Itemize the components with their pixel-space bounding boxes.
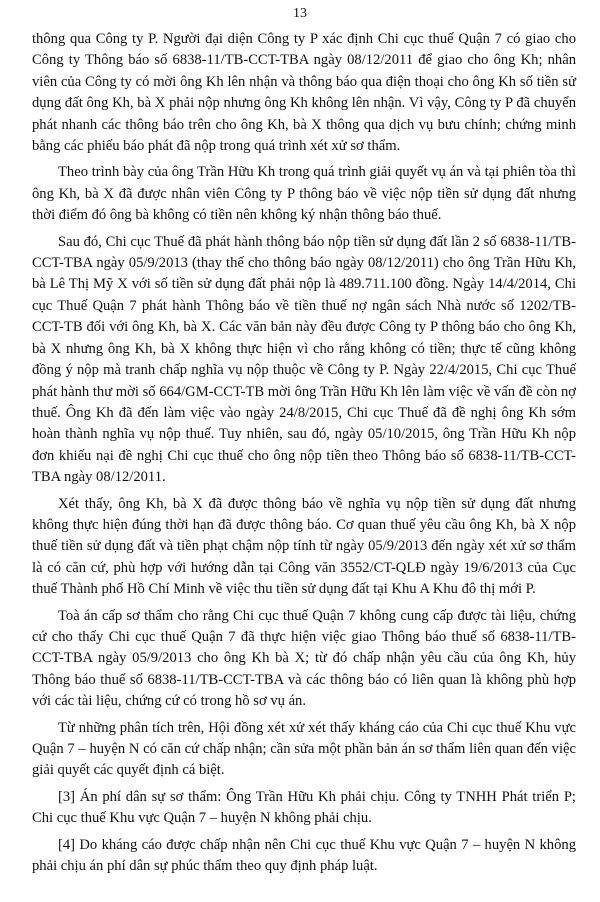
paragraph-appeal-fee: [4] Do kháng cáo được chấp nhận nên Chi cục thuế Khu vực Quận 7 – huyện N không phải chịu án phí dân sự phúc thẩm theo quy định pháp luật. bbox=[32, 836, 576, 875]
paragraph: Theo trình bày của ông Trần Hữu Kh trong quá trình giải quyết vụ án và tại phiên tòa thì ông Kh, bà X đã được nhân viên Công ty P thông báo về việc nộp tiền sử dụng đất nhưng thời điểm đó ông bà không có tiền nên không ký nhận thông báo thuế. bbox=[32, 164, 576, 224]
paragraph: Xét thấy, ông Kh, bà X đã được thông báo về nghĩa vụ nộp tiền sử dụng đất nhưng không thực hiện đúng thời hạn đã được thông báo. Cơ quan thuế yêu cầu ông Kh, bà X nộp thuế tiền sử dụng đất và tiền phạt chậm nộp tính từ ngày 05/9/2013 đến ngày xét xử sơ thẩm là có căn cứ, phù hợp với hướng dẫn tại Công văn 3552/CT-QLĐ ngày 19/6/2013 của Cục thuế Thành phố Hồ Chí Minh về việc thu tiền sử dụng đất tại Khu A Khu đô thị mới P. bbox=[32, 495, 576, 598]
paragraph-continuation: thông qua Công ty P. Người đại diện Công ty P xác định Chi cục thuế Quận 7 có giao cho Công ty Thông báo số 6838-11/TB-CCT-TBA ngày 08/12/2011 để giao cho ông Kh; nhân viên của Công ty có mời ông Kh lên nhận và thông báo qua điện thoại cho ông Kh số tiền sử dụng đất ông Kh, bà X phải nộp nhưng ông Kh không lên nhận. Vì vậy, Công ty P đã chuyển phát nhanh các thông báo trên cho ông Kh, bà X thông qua dịch vụ bưu chính; chứng minh bằng các phiếu báo phát đã nộp trong quá trình xét xử sơ thẩm. bbox=[32, 31, 576, 155]
paragraph: Toà án cấp sơ thẩm cho rằng Chi cục thuế Quận 7 không cung cấp được tài liệu, chứng cứ cho thấy Chi cục thuế Quận 7 đã thực hiện việc giao Thông báo thuế số 6838-11/TB-CCT-TBA ngày 05/9/2013 cho ông Kh bà X; từ đó chấp nhận yêu cầu của ông Kh, hủy Thông báo thuế số 6838-11/TB-CCT-TBA và các thông báo có liên quan là không phù hợp với các tài liệu, chứng cứ có trong hồ sơ vụ án. bbox=[32, 607, 576, 710]
paragraph: Sau đó, Chi cục Thuế đã phát hành thông báo nộp tiền sử dụng đất lần 2 số 6838-11/TB-CCT-TBA ngày 05/9/2013 (thay thế cho thông báo ngày 08/12/2011) cho ông Trần Hữu Kh, bà Lê Thị Mỹ X với số tiền sử dụng đất phải nộp là 489.711.100 đồng. Ngày 14/4/2014, Chi cục Thuế Quận 7 phát hành Thông báo về tiền thuế nợ ngân sách Nhà nước số 1202/TB-CCT-TB đối với ông Kh, bà X. Các văn bản này đều được Công ty P thông báo cho ông Kh, bà X nhưng ông Kh, bà X không thực hiện vì cho rằng không có tiền; thực tế cũng không đồng ý nộp mà tranh chấp nghĩa vụ nộp thuộc về Công ty P. Ngày 22/4/2015, Chi cục Thuế phát hành thư mời số 664/GM-CCT-TB mời ông Trần Hữu Kh lên làm việc về vấn đề còn nợ thuế. Ông Kh đã đến làm việc vào ngày 24/8/2015, Chi cục Thuế đã đề nghị ông Kh sớm hoàn thành nghĩa vụ nộp thuế. Tuy nhiên, sau đó, ngày 05/10/2015, ông Trần Hữu Kh nộp đơn khiếu nại đề nghị Chi cục thuế cho ông nộp tiền theo Thông báo số 6838-11/TB-CCT-TBA ngày 08/12/2011. bbox=[32, 233, 576, 486]
page-number: 13 bbox=[293, 6, 307, 21]
paragraph-court-fee: [3] Án phí dân sự sơ thẩm: Ông Trần Hữu Kh phải chịu. Công ty TNHH Phát triển P; Chi cục thuế Khu vực Quận 7 – huyện N không phải chịu. bbox=[32, 788, 576, 827]
document-body bbox=[32, 29, 576, 882]
paragraph: Từ những phân tích trên, Hội đồng xét xử xét thấy kháng cáo của Chi cục thuế Khu vực Quận 7 – huyện N có căn cứ chấp nhận; cần sửa một phần bản án sơ thẩm liên quan đến việc giải quyết các quyết định cá biệt. bbox=[32, 719, 576, 779]
